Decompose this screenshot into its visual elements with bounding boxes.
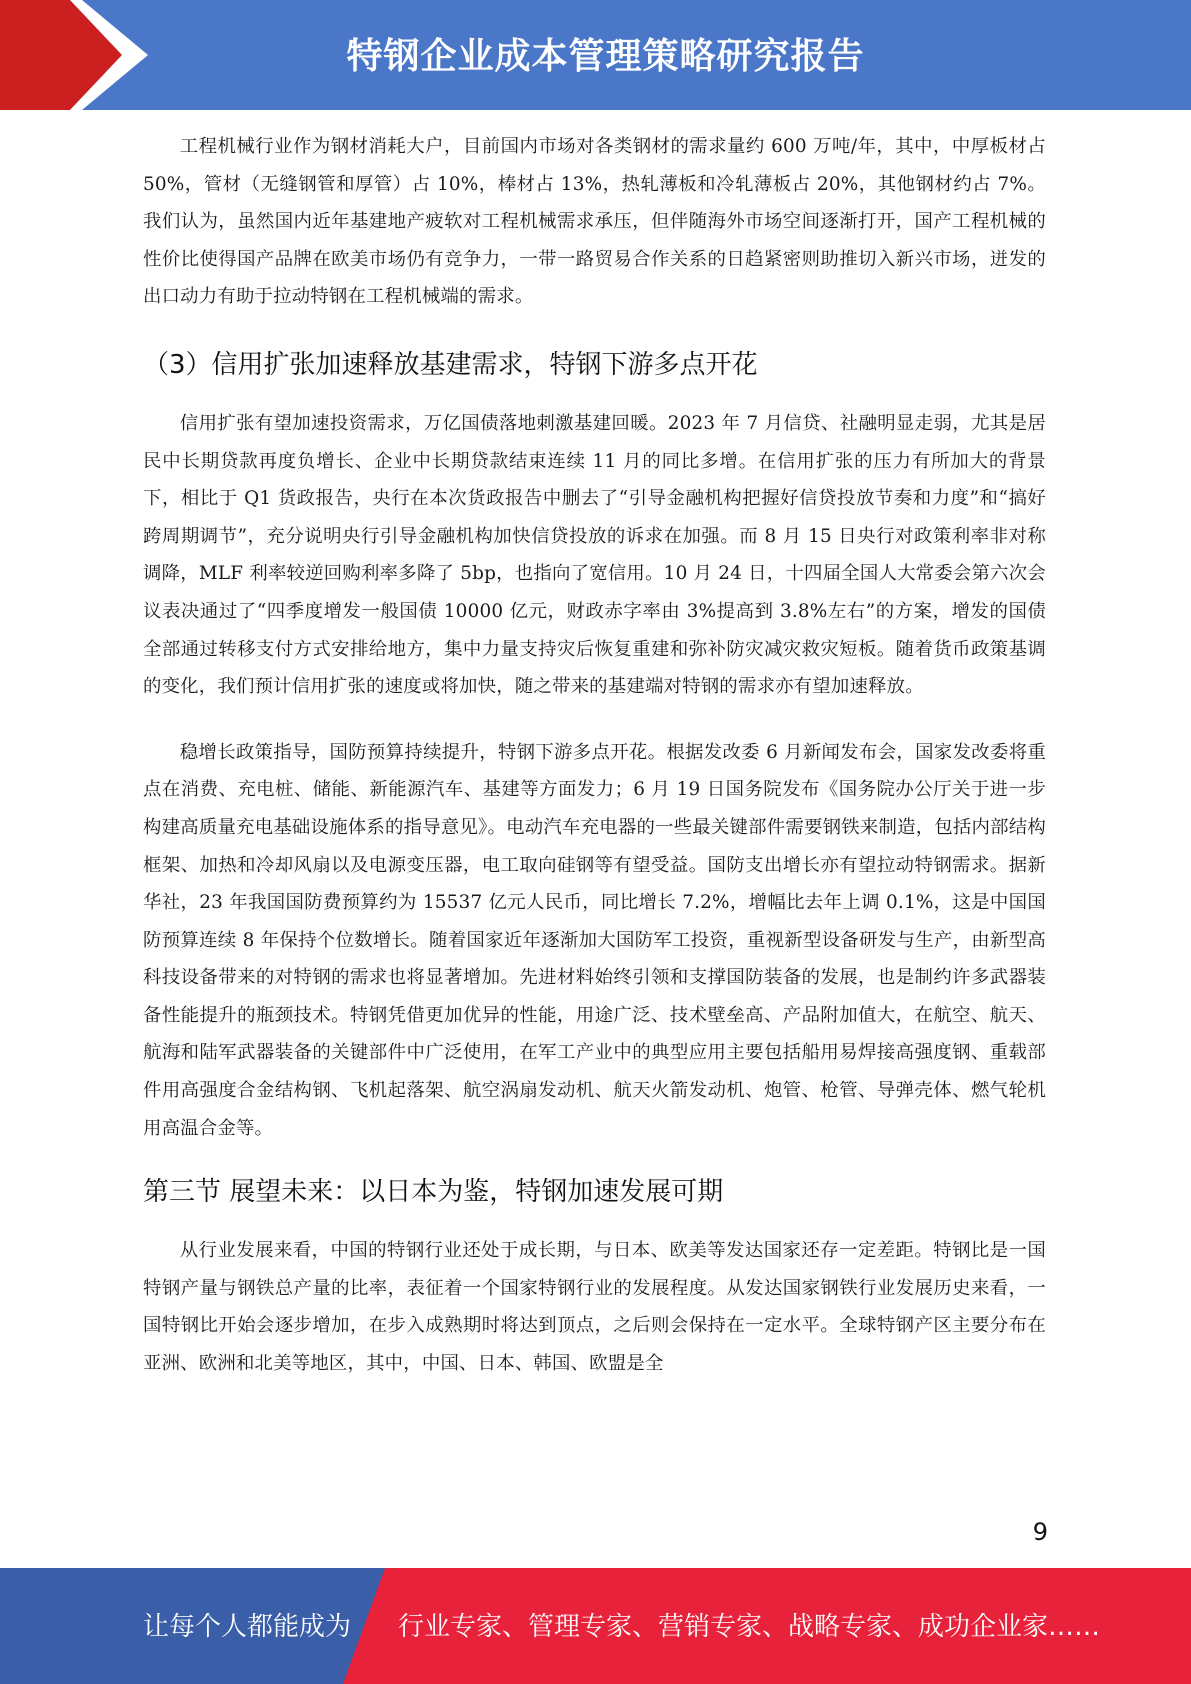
footer-slogan-left: 让每个人都能成为	[143, 1612, 352, 1642]
paragraph-defense-budget: 稳增长政策指导，国防预算持续提升，特钢下游多点开花。根据发改委 6 月新闻发布会，国家发改委将重点在消费、充电桩、储能、新能源汽车、基建等方面发力；6 月 19 日国务院发布《国务院办公厅关于进一步构建高质量充电基础设施体系的指导意见》。电动汽车充电器的一些最关键部件需要钢铁来制造，包括内部结构框架、加热和冷却风扇以及电源变压器，电工取向硅钢等有望受益。国防支出增长亦有望拉动特钢需求。据新华社，23 年我国国防费预算约为 15537 亿元人民币，同比增长 7.2%，增幅比去年上调 0.1%，这是中国国防预算连续 8 年保持个位数增长。随着国家近年逐渐加大国防军工投资，重视新型设备研发与生产，由新型高科技设备带来的对特钢的需求也将显著增加。先进材料始终引领和支撑国防装备的发展，也是制约许多武器装备性能提升的瓶颈技术。特钢凭借更加优异的性能，用途广泛、技术壁垒高、产品附加值大，在航空、航天、航海和陆军武器装备的关键部件中广泛使用，在军工产业中的典型应用主要包括船用易焊接高强度钢、重载部件用高强度合金结构钢、飞机起落架、航空涡扇发动机、航天火箭发动机、炮管、枪管、导弹壳体、燃气轮机用高温合金等。	[143, 741, 1046, 1139]
page-number: 9	[1032, 1518, 1048, 1546]
footer-slogan-right: 行业专家、管理专家、营销专家、战略专家、成功企业家……	[398, 1612, 1101, 1642]
report-title: 特钢企业成本管理策略研究报告	[346, 36, 865, 77]
page-footer	[0, 1568, 1191, 1684]
paragraph-credit-expansion: 信用扩张有望加速投资需求，万亿国债落地刺激基建回暖。2023 年 7 月信贷、社融明显走弱，尤其是居民中长期贷款再度负增长、企业中长期贷款结束连续 11 月的同比多增。在信用扩张的压力有所加大的背景下，相比于 Q1 货政报告，央行在本次货政报告中删去了“引导金融机构把握好信贷投放节奏和力度”和“搞好跨周期调节”，充分说明央行引导金融机构加快信贷投放的诉求在加强。而 8 月 15 日央行对政策利率非对称调降，MLF 利率较逆回购利率多降了 5bp，也指向了宽信用。10 月 24 日，十四届全国人大常委会第六次会议表决通过了“四季度增发一般国债 10000 亿元，财政赤字率由 3%提高到 3.8%左右”的方案，增发的国债全部通过转移支付方式安排给地方，集中力量支持灾后恢复重建和弥补防灾减灾救灾短板。随着货币政策基调的变化，我们预计信用扩张的速度或将加快，随之带来的基建端对特钢的需求亦有望加速释放。	[143, 412, 1046, 698]
section-heading-credit-expansion: （3）信用扩张加速释放基建需求，特钢下游多点开花	[143, 349, 758, 380]
paragraph-machinery-demand: 工程机械行业作为钢材消耗大户，目前国内市场对各类钢材的需求量约 600 万吨/年，其中，中厚板材占 50%，管材（无缝钢管和厚管）占 10%，棒材占 13%，热轧薄板和冷轧薄板占 20%，其他钢材约占 7%。我们认为，虽然国内近年基建地产疲软对工程机械需求承压，但伴随海外市场空间逐渐打开，国产工程机械的性价比使得国产品牌在欧美市场仍有竞争力，一带一路贸易合作关系的日趋紧密则助推切入新兴市场，迸发的出口动力有助于拉动特钢在工程机械端的需求。	[143, 136, 1046, 308]
section-heading-outlook: 第三节 展望未来：以日本为鉴，特钢加速发展可期	[143, 1177, 724, 1208]
page-header	[0, 0, 1191, 110]
main-content	[143, 128, 1046, 1383]
paragraph-industry-outlook: 从行业发展来看，中国的特钢行业还处于成长期，与日本、欧美等发达国家还存一定差距。特钢比是一国特钢产量与钢铁总产量的比率，表征着一个国家特钢行业的发展程度。从发达国家钢铁行业发展历史来看，一国特钢比开始会逐步增加，在步入成熟期时将达到顶点，之后则会保持在一定水平。全球特钢产区主要分布在亚洲、欧洲和北美等地区，其中，中国、日本、韩国、欧盟是全	[143, 1240, 1046, 1375]
